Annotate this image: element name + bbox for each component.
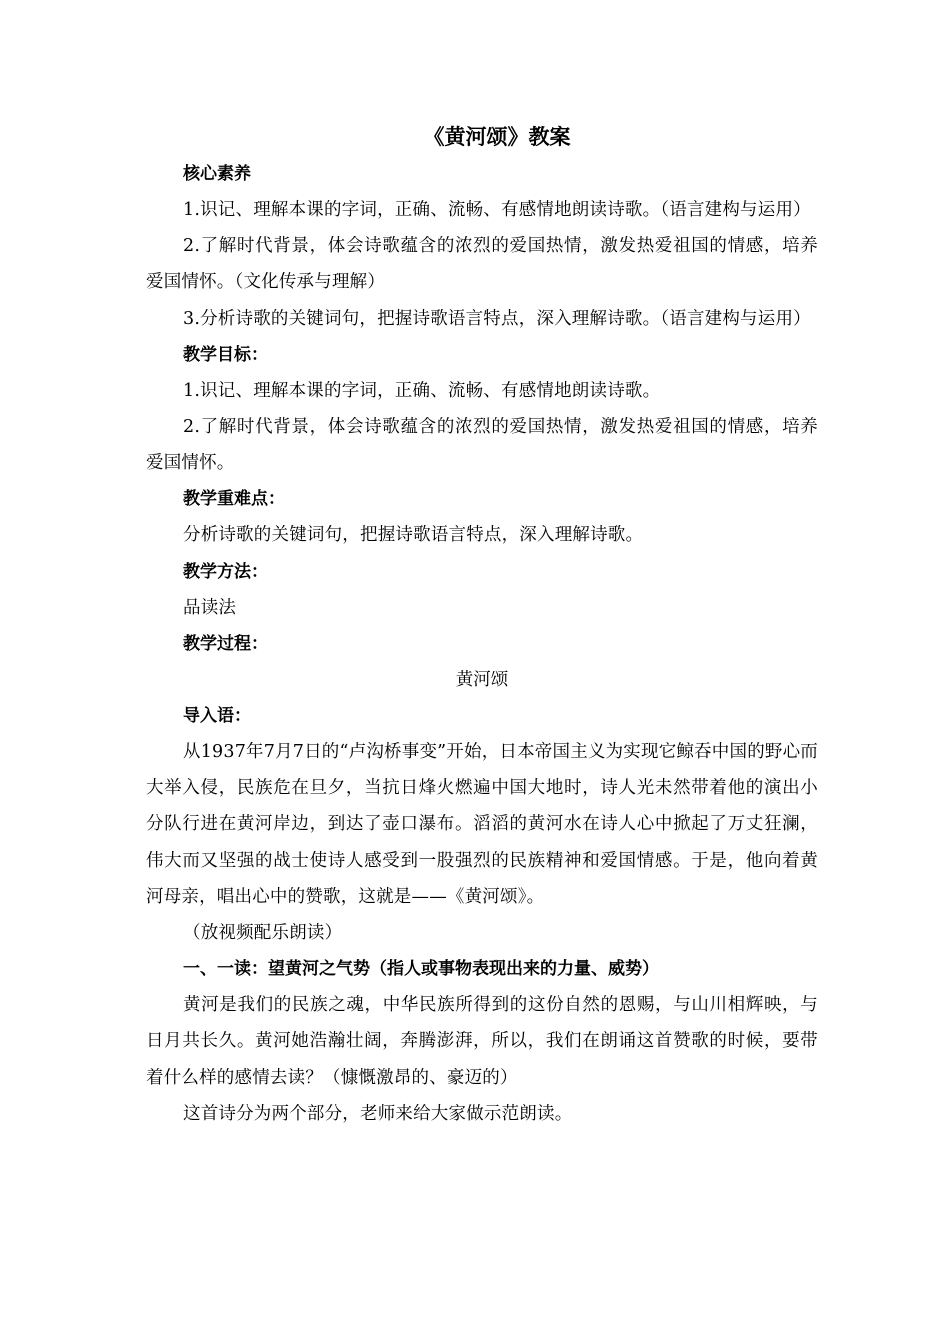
paragraph: 分析诗歌的关键词句，把握诗歌语言特点，深入理解诗歌。 [183, 525, 644, 546]
paragraph: 1.识记、理解本课的字词，正确、流畅、有感情地朗读诗歌。（语言建构与运用） [183, 200, 811, 220]
paragraph: 3.分析诗歌的关键词句，把握诗歌语言特点，深入理解诗歌。（语言建构与运用） [183, 308, 811, 329]
paragraph: 黄河是我们的民族之魂，中华民族所得到的这份自然的恩赐，与山川相辉映，与日月共长久。黄河她浩瀚壮阔，奔腾澎湃，所以，我们在朗诵这首赞歌的时候，要带着什么样的感情去读？（慷慨激昂的、豪迈的） [146, 995, 818, 1088]
poem-title: 黄河颂 [455, 669, 509, 690]
paragraph: 2.了解时代背景，体会诗歌蕴含的浓烈的爱国热情，激发热爱祖国的情感，培养爱国情怀。 [146, 417, 818, 474]
section-heading-key-points: 教学重难点： [183, 489, 285, 510]
document-body [146, 118, 818, 1132]
section-heading-methods: 教学方法： [183, 561, 268, 582]
section-heading-process: 教学过程： [183, 633, 268, 654]
section-heading-core-literacy: 核心素养 [183, 164, 251, 184]
section-heading-teaching-goals: 教学目标： [183, 344, 268, 365]
paragraph: 品读法 [183, 597, 237, 618]
section-heading-first-reading: 一、一读：望黄河之气势（指人或事物表现出来的力量、威势） [183, 959, 659, 980]
document-title: 《黄河颂》教案 [423, 125, 571, 149]
section-heading-intro: 导入语： [183, 706, 251, 727]
paragraph: 2.了解时代背景，体会诗歌蕴含的浓烈的爱国热情，激发热爱祖国的情感，培养爱国情怀。（文化传承与理解） [146, 236, 818, 293]
paragraph: 从1937年7月7日的“卢沟桥事变”开始，日本帝国主义为实现它鲸吞中国的野心而大举入侵，民族危在旦夕，当抗日烽火燃遍中国大地时，诗人光未然带着他的演出小分队行进在黄河岸边，到达了壶口瀑布。滔滔的黄河水在诗人心中掀起了万丈狂澜，伟大而又坚强的战士使诗人感受到一股强烈的民族精神和爱国情感。于是，他向着黄河母亲，唱出心中的赞歌，这就是——《黄河颂》。 [146, 742, 818, 907]
paragraph: 1.识记、理解本课的字词，正确、流畅、有感情地朗读诗歌。 [183, 380, 661, 401]
paragraph: （放视频配乐朗读） [183, 923, 343, 944]
paragraph: 这首诗分为两个部分，老师来给大家做示范朗读。 [183, 1103, 573, 1124]
